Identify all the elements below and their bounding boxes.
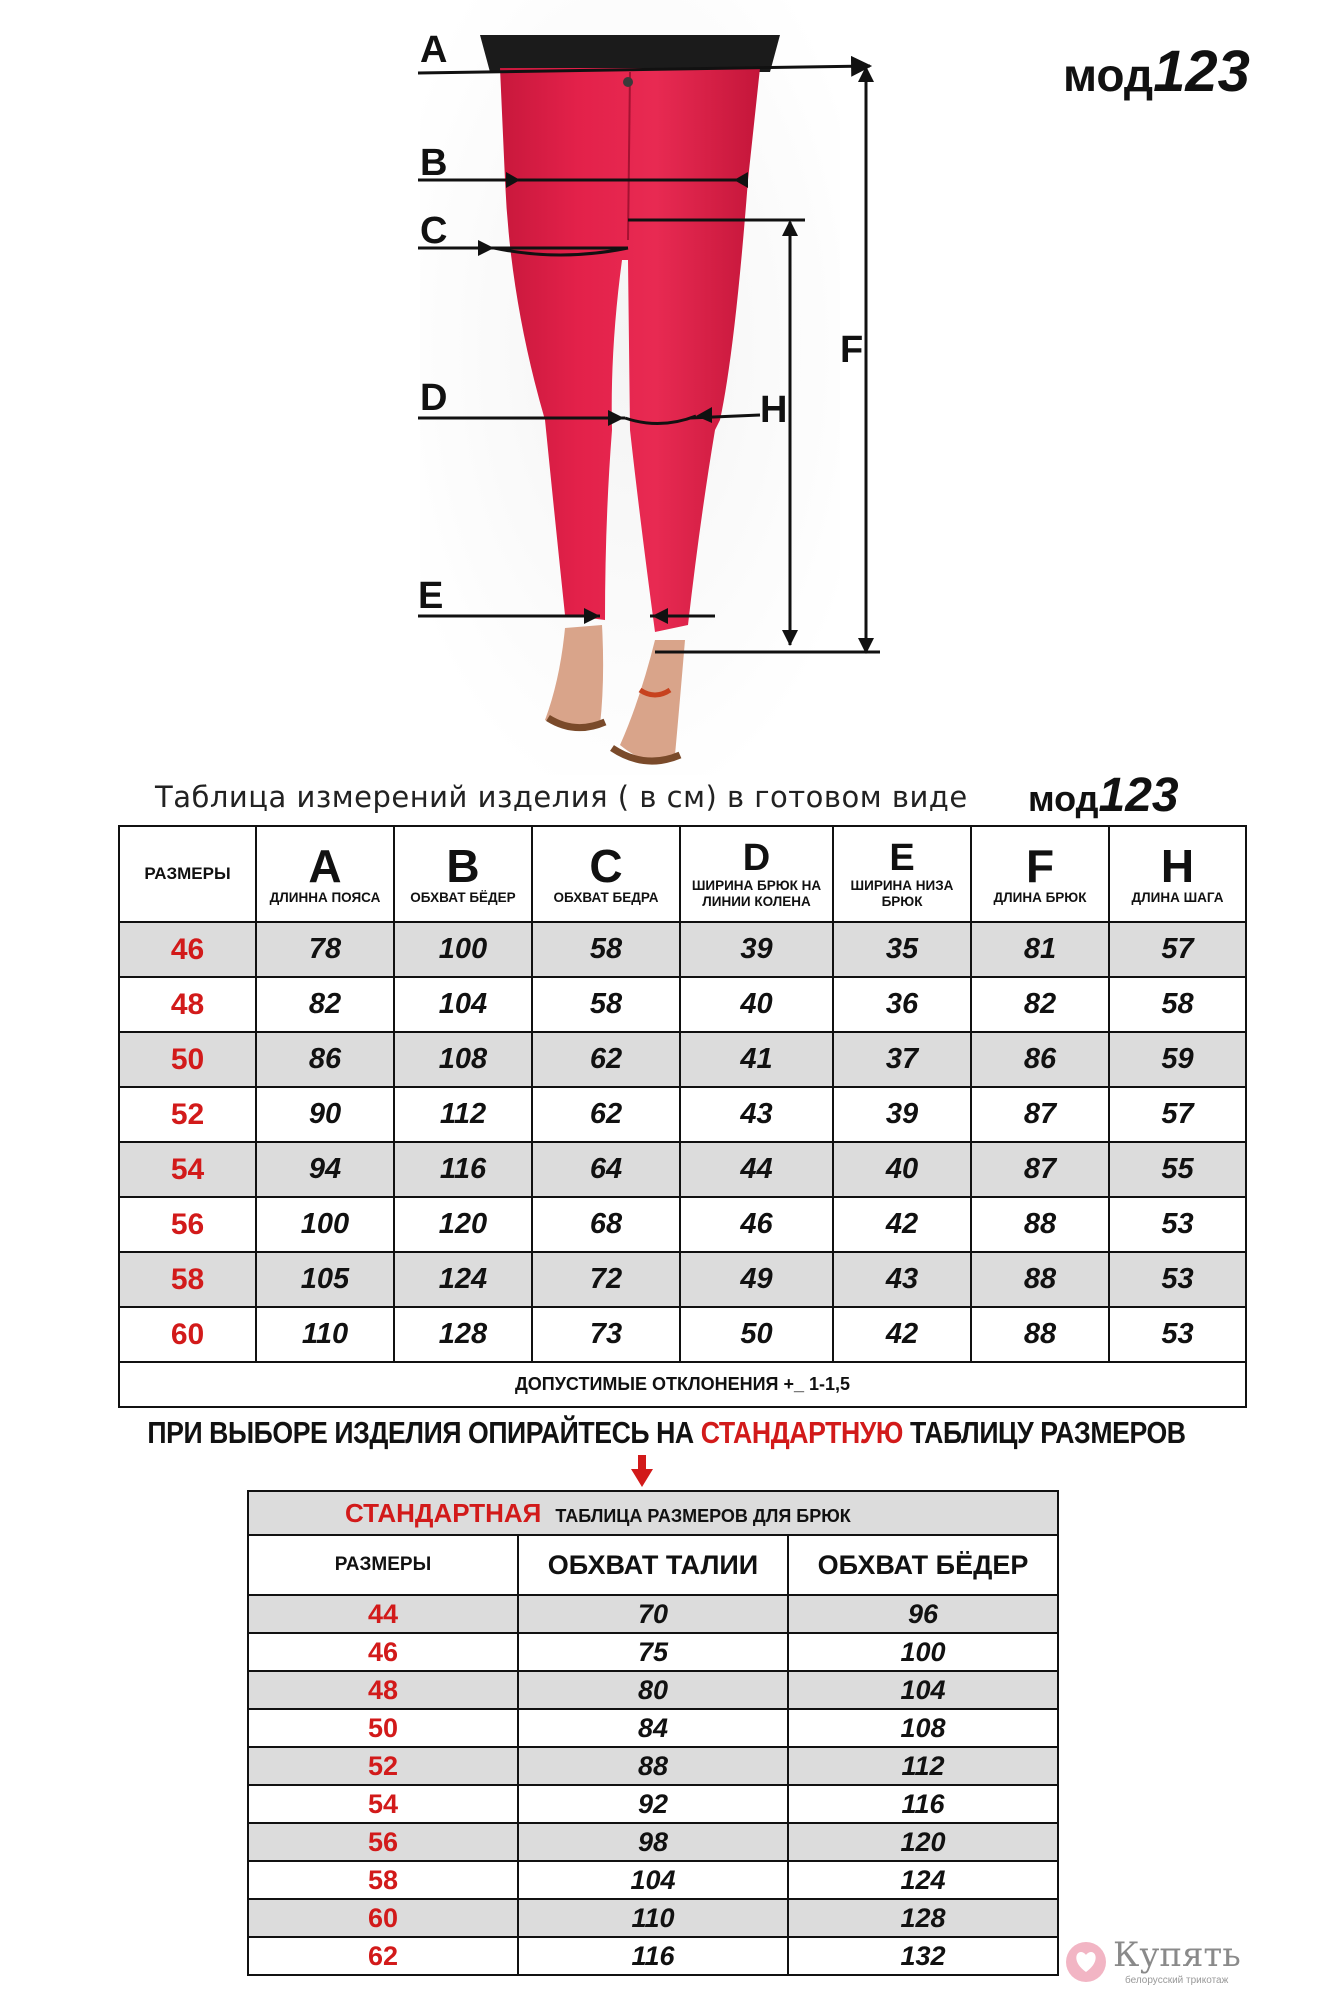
header-col-h [1109,826,1246,922]
value-cell: 81 [971,922,1109,977]
value-cell: 35 [833,922,971,977]
label-e: E [418,575,444,617]
value-cell: 86 [256,1032,394,1087]
value-cell: 58 [532,922,680,977]
size-cell: 52 [119,1087,256,1142]
advice-before: ПРИ ВЫБОРЕ ИЗДЕЛИЯ ОПИРАЙТЕСЬ НА [147,1415,701,1450]
size-advice [93,1415,1239,1451]
waist-cell: 70 [518,1595,788,1633]
value-cell: 36 [833,977,971,1032]
size-cell: 48 [119,977,256,1032]
value-cell: 88 [971,1307,1109,1362]
value-cell: 55 [1109,1142,1246,1197]
size-cell: 62 [248,1937,518,1975]
size-cell: 54 [119,1142,256,1197]
tolerance-row [119,1362,1246,1407]
header-col-d [680,826,833,922]
hips-cell: 132 [788,1937,1058,1975]
hips-cell: 96 [788,1595,1058,1633]
value-cell: 57 [1109,922,1246,977]
value-cell: 40 [833,1142,971,1197]
value-cell: 105 [256,1252,394,1307]
advice-highlight: СТАНДАРТНУЮ [700,1415,903,1450]
measurement-row [119,1032,1246,1087]
value-cell: 94 [256,1142,394,1197]
waist-cell: 92 [518,1785,788,1823]
size-cell: 56 [119,1197,256,1252]
standard-row [248,1785,1058,1823]
hips-cell: 128 [788,1899,1058,1937]
value-cell: 39 [680,922,833,977]
value-cell: 116 [394,1142,532,1197]
standard-row [248,1671,1058,1709]
header-col-e [833,826,971,922]
measurement-table [118,825,1247,1408]
size-cell: 54 [248,1785,518,1823]
std-header-hips: ОБХВАТ БЁДЕР [788,1535,1058,1595]
value-cell: 64 [532,1142,680,1197]
col-desc: ОБХВАТ БЁДЕР [410,890,516,905]
size-cell: 48 [248,1671,518,1709]
value-cell: 78 [256,922,394,977]
label-c: C [420,210,448,252]
col-letter: E [889,837,915,879]
col-desc: ОБХВАТ БЕДРА [553,890,659,905]
col-letter: D [742,837,771,879]
measurement-row [119,1307,1246,1362]
caption-model-prefix: мод [1028,778,1099,819]
header-col-b [394,826,532,922]
header-col-f [971,826,1109,922]
header-sizes: РАЗМЕРЫ [119,826,256,922]
value-cell: 53 [1109,1197,1246,1252]
value-cell: 112 [394,1087,532,1142]
col-desc: ДЛИНА ШАГА [1131,890,1224,905]
value-cell: 87 [971,1087,1109,1142]
standard-row [248,1633,1058,1671]
value-cell: 43 [833,1252,971,1307]
brand-name: Купять [1113,1935,1241,1975]
size-cell: 50 [248,1709,518,1747]
waist-cell: 98 [518,1823,788,1861]
hips-cell: 120 [788,1823,1058,1861]
standard-row [248,1861,1058,1899]
col-letter: H [1160,840,1195,892]
hips-cell: 124 [788,1861,1058,1899]
value-cell: 42 [833,1197,971,1252]
measurement-row [119,977,1246,1032]
model-prefix: мод [1063,49,1154,101]
value-cell: 42 [833,1307,971,1362]
waist-cell: 104 [518,1861,788,1899]
col-letter: B [446,840,480,892]
measurement-row [119,922,1246,977]
value-cell: 53 [1109,1307,1246,1362]
value-cell: 82 [971,977,1109,1032]
value-cell: 58 [1109,977,1246,1032]
label-h: H [760,389,788,431]
label-f: F [840,329,864,371]
value-cell: 68 [532,1197,680,1252]
waist-cell: 75 [518,1633,788,1671]
header-col-c [532,826,680,922]
standard-row [248,1937,1058,1975]
measurement-row [119,1142,1246,1197]
value-cell: 62 [532,1032,680,1087]
col-letter: F [1025,840,1055,892]
value-cell: 86 [971,1032,1109,1087]
size-cell: 56 [248,1823,518,1861]
size-cell: 58 [248,1861,518,1899]
measurement-row [119,1197,1246,1252]
value-cell: 108 [394,1032,532,1087]
size-cell: 50 [119,1032,256,1087]
measurement-caption [155,780,968,814]
value-cell: 59 [1109,1032,1246,1087]
pants-button [623,77,633,87]
size-cell: 60 [119,1307,256,1362]
value-cell: 40 [680,977,833,1032]
col-desc: ШИРИНА БРЮК НА ЛИНИИ КОЛЕНА [691,878,822,909]
measurement-body [119,922,1246,1362]
label-b: B [420,142,448,184]
brand-logo [1063,1935,1263,1990]
brand-tagline: белорусский трикотаж [1125,1975,1229,1986]
value-cell: 120 [394,1197,532,1252]
standard-size-table [247,1490,1059,1976]
label-a: A [420,29,448,71]
value-cell: 88 [971,1252,1109,1307]
pants-diagram [0,0,1333,775]
advice-after: ТАБЛИЦУ РАЗМЕРОВ [903,1415,1186,1450]
value-cell: 90 [256,1087,394,1142]
size-cell: 46 [248,1633,518,1671]
hips-cell: 104 [788,1671,1058,1709]
hips-cell: 100 [788,1633,1058,1671]
value-cell: 43 [680,1087,833,1142]
measurement-row [119,1252,1246,1307]
size-cell: 58 [119,1252,256,1307]
standard-title [248,1491,1058,1535]
standard-row [248,1823,1058,1861]
standard-body [248,1595,1058,1975]
waist-cell: 88 [518,1747,788,1785]
value-cell: 82 [256,977,394,1032]
standard-row [248,1747,1058,1785]
hips-cell: 116 [788,1785,1058,1823]
standard-row [248,1709,1058,1747]
value-cell: 57 [1109,1087,1246,1142]
value-cell: 72 [532,1252,680,1307]
value-cell: 41 [680,1032,833,1087]
value-cell: 88 [971,1197,1109,1252]
standard-title-row [248,1491,1058,1535]
col-desc: ДЛИННА ПОЯСА [269,890,381,905]
value-cell: 37 [833,1032,971,1087]
hips-cell: 108 [788,1709,1058,1747]
measurement-header-row [119,826,1246,922]
standard-title-red: СТАНДАРТНАЯ [345,1497,542,1528]
pants-illustration-svg [0,0,1333,775]
waist-cell: 116 [518,1937,788,1975]
value-cell: 62 [532,1087,680,1142]
black-top [480,35,780,72]
value-cell: 58 [532,977,680,1032]
hips-cell: 112 [788,1747,1058,1785]
label-d: D [420,377,448,419]
value-cell: 46 [680,1197,833,1252]
brand-heart-icon [1063,1939,1109,1985]
caption-model-number: 123 [1098,769,1179,822]
waist-cell: 110 [518,1899,788,1937]
model-number: 123 [1153,39,1250,104]
standard-header-row [248,1535,1058,1595]
value-cell: 124 [394,1252,532,1307]
size-cell: 52 [248,1747,518,1785]
col-letter: A [308,840,342,892]
value-cell: 100 [256,1197,394,1252]
value-cell: 49 [680,1252,833,1307]
standard-row [248,1595,1058,1633]
value-cell: 50 [680,1307,833,1362]
col-desc: ШИРИНА НИЗА БРЮК [850,878,954,909]
measurement-row [119,1087,1246,1142]
down-arrow-icon [631,1455,653,1487]
model-label-caption [1028,768,1179,823]
value-cell: 87 [971,1142,1109,1197]
standard-row [248,1899,1058,1937]
caption-text: Таблица измерений изделия ( в см) в готовом виде [155,780,968,814]
value-cell: 104 [394,977,532,1032]
std-header-waist: ОБХВАТ ТАЛИИ [518,1535,788,1595]
tolerance-note: ДОПУСТИМЫЕ ОТКЛОНЕНИЯ +_ 1-1,5 [119,1362,1246,1407]
value-cell: 44 [680,1142,833,1197]
value-cell: 39 [833,1087,971,1142]
value-cell: 128 [394,1307,532,1362]
std-header-sizes: РАЗМЕРЫ [248,1535,518,1595]
value-cell: 73 [532,1307,680,1362]
size-cell: 46 [119,922,256,977]
model-label-top [1063,38,1250,105]
col-desc: ДЛИНА БРЮК [993,890,1087,905]
value-cell: 53 [1109,1252,1246,1307]
waist-cell: 84 [518,1709,788,1747]
size-cell: 44 [248,1595,518,1633]
standard-title-rest: ТАБЛИЦА РАЗМЕРОВ ДЛЯ БРЮК [555,1505,851,1526]
col-letter: C [589,840,623,892]
value-cell: 100 [394,922,532,977]
header-col-a [256,826,394,922]
value-cell: 110 [256,1307,394,1362]
size-cell: 60 [248,1899,518,1937]
waist-cell: 80 [518,1671,788,1709]
